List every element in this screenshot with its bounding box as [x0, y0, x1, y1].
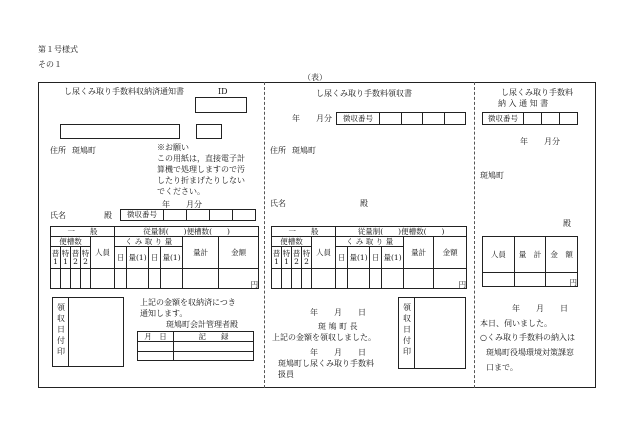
right-notice: 口まで。	[486, 363, 518, 372]
record-table	[137, 331, 254, 361]
perforation-2	[474, 82, 475, 388]
receipt-text: 上記の金額を収納済につき	[140, 298, 236, 307]
receipt-no-cell[interactable]	[380, 113, 402, 125]
data-cell[interactable]	[91, 269, 115, 289]
amount1-header: 量(1)	[127, 247, 149, 269]
amount1-header: 量(1)	[348, 247, 370, 269]
right-notice: 斑鳩町役場環境対策課窓	[486, 348, 574, 357]
general-header: 一 般	[272, 227, 336, 237]
left-title: し尿くみ取り手数料収納済通知書	[64, 87, 184, 96]
stamp-label: 領収日付印	[403, 303, 411, 356]
received-text: 上記の金額を領収しました。	[272, 333, 376, 342]
persons-header: 人員	[483, 237, 515, 273]
yen-cell: 円	[434, 269, 467, 289]
data-cell[interactable]	[149, 269, 161, 289]
right-notice: ○くみ取り手数料の納入は	[480, 333, 575, 342]
collector: 扱員	[278, 370, 294, 379]
data-cell[interactable]	[292, 269, 302, 289]
data-cell[interactable]	[161, 269, 183, 289]
manager: 斑鳩町会計管理者殿	[166, 320, 238, 329]
data-cell[interactable]	[115, 269, 127, 289]
col-header: 特2	[81, 247, 91, 269]
data-cell[interactable]	[336, 269, 348, 289]
address-value: 斑鳩町	[292, 146, 316, 155]
receipt-no-cell[interactable]	[187, 210, 210, 221]
general-header: 一 般	[51, 227, 115, 237]
notice-line: したり折まげたりしない	[157, 176, 245, 185]
year-month: 年 月分	[292, 114, 332, 123]
record-cell[interactable]	[138, 342, 174, 352]
data-cell[interactable]	[282, 269, 292, 289]
address-label: 住所	[50, 146, 66, 155]
data-cell[interactable]	[183, 269, 219, 289]
honorific: 殿	[360, 199, 368, 208]
data-cell[interactable]	[483, 273, 515, 287]
data-cell[interactable]	[312, 269, 336, 289]
kumitori-header: く み 取 り 量	[115, 237, 183, 247]
total-amount-header: 量計	[404, 237, 434, 269]
perforation-1	[264, 82, 265, 388]
col-header: 普2	[71, 247, 81, 269]
receipt-no-cell[interactable]	[444, 113, 466, 125]
data-cell[interactable]	[51, 269, 61, 289]
yen-cell: 円	[219, 269, 259, 289]
stamp-label: 領収日付印	[57, 303, 65, 356]
receipt-text: 通知します。	[140, 309, 188, 318]
record-cell[interactable]	[138, 351, 174, 361]
notice-line: この用紙は，直接電子計	[157, 154, 245, 163]
name-label: 氏名	[270, 199, 286, 208]
metered-header: 従量制( )便槽数( )	[115, 227, 259, 237]
name-label: 氏名	[50, 211, 66, 220]
receipt-no-cell[interactable]	[542, 113, 560, 125]
metered-header: 従量制( )便槽数( )	[336, 227, 467, 237]
honorific: 殿	[104, 211, 112, 220]
mayor: 斑 鳩 町 長	[318, 322, 358, 331]
data-cell[interactable]	[71, 269, 81, 289]
day-header: 日	[149, 247, 161, 269]
right-receipt-no-row	[482, 112, 578, 125]
col-header: 普2	[292, 247, 302, 269]
right-notice: 本日、伺いました。	[480, 319, 552, 328]
data-cell[interactable]	[348, 269, 370, 289]
date-line: 年 月 日	[310, 308, 366, 317]
amount1-header: 量(1)	[382, 247, 404, 269]
left-receipt-no-row	[120, 209, 256, 221]
receipt-no-cell[interactable]	[164, 210, 187, 221]
date-line: 年 月 日	[310, 348, 366, 357]
receipt-no-label: 徴収番号	[483, 113, 524, 125]
persons-header: 人員	[312, 237, 336, 269]
money-header: 金額	[434, 237, 467, 269]
data-cell[interactable]	[370, 269, 382, 289]
day-header: 日	[115, 247, 127, 269]
money-header: 金額	[219, 237, 259, 269]
col-header: 普1	[272, 247, 282, 269]
kumitori-header: く み 取 り 量	[336, 237, 404, 247]
data-cell[interactable]	[61, 269, 71, 289]
collector: 斑鳩町し尿くみ取り手数料	[278, 359, 374, 368]
data-cell[interactable]	[302, 269, 312, 289]
total-amount-header: 量計	[183, 237, 219, 269]
middle-receipt-no-row	[336, 112, 466, 125]
receipt-no-label: 徴収番号	[337, 113, 380, 125]
id-field[interactable]	[195, 97, 247, 113]
tank-count-header: 便槽数	[51, 237, 91, 247]
address-value: 斑鳩町	[480, 171, 504, 180]
col-header: 特2	[302, 247, 312, 269]
date-line: 年 月 日	[512, 304, 568, 313]
money-header: 金 額	[546, 237, 578, 273]
id-label: ID	[218, 87, 228, 96]
data-cell[interactable]	[127, 269, 149, 289]
right-title: 納 入 通 知 書	[498, 99, 549, 108]
day-header: 日	[336, 247, 348, 269]
data-cell[interactable]	[382, 269, 404, 289]
middle-fee-table	[271, 226, 467, 289]
receipt-no-cell[interactable]	[423, 113, 445, 125]
data-cell[interactable]	[81, 269, 91, 289]
form-part: その１	[38, 60, 62, 69]
md-header: 月 日	[138, 332, 174, 342]
notice-title: ※お願い	[157, 143, 189, 152]
yen-cell: 円	[546, 273, 578, 287]
barcode-field[interactable]	[60, 124, 180, 139]
left-fee-table	[50, 226, 259, 289]
tank-count-header: 便槽数	[272, 237, 312, 247]
year-month: 年 月分	[520, 137, 560, 146]
middle-title: し尿くみ取り手数料領収書	[316, 89, 412, 98]
record-header: 記 録	[174, 332, 254, 342]
receipt-no-label: 徴収番号	[121, 210, 164, 221]
record-cell[interactable]	[174, 351, 254, 361]
total-amount-header: 量 計	[514, 237, 546, 273]
address-label: 住所	[270, 146, 286, 155]
data-cell[interactable]	[272, 269, 282, 289]
code-field[interactable]	[196, 124, 222, 139]
day-header: 日	[370, 247, 382, 269]
col-header: 特1	[282, 247, 292, 269]
receipt-no-cell[interactable]	[233, 210, 256, 221]
right-fee-table	[482, 236, 578, 287]
receipt-no-cell[interactable]	[401, 113, 423, 125]
data-cell[interactable]	[404, 269, 434, 289]
persons-header: 人員	[91, 237, 115, 269]
right-title: し尿くみ取り手数料	[501, 88, 573, 97]
side-label: （表）	[303, 73, 327, 82]
address-value: 斑鳩町	[72, 146, 96, 155]
data-cell[interactable]	[514, 273, 546, 287]
receipt-no-cell[interactable]	[210, 210, 233, 221]
form-number: 第１号様式	[38, 45, 78, 54]
receipt-no-cell[interactable]	[560, 113, 578, 125]
notice-line: でください。	[157, 187, 205, 196]
amount1-header: 量(1)	[161, 247, 183, 269]
col-header: 特1	[61, 247, 71, 269]
record-cell[interactable]	[174, 342, 254, 352]
receipt-no-cell[interactable]	[524, 113, 542, 125]
year-month: 年 月分	[162, 200, 202, 209]
col-header: 普1	[51, 247, 61, 269]
honorific: 殿	[563, 219, 571, 228]
notice-line: 算機で処理しますので汚	[157, 165, 245, 174]
